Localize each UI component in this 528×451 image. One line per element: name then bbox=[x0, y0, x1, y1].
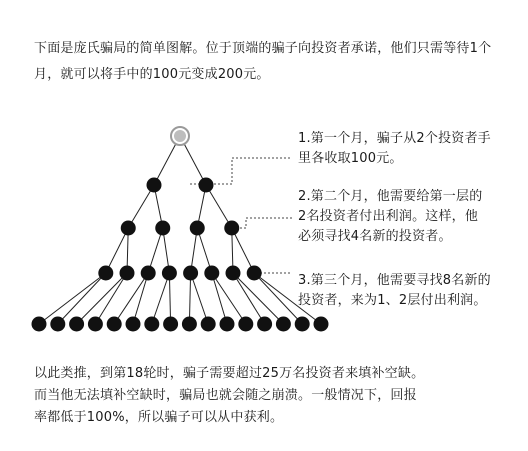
investor-node bbox=[144, 317, 159, 332]
note-month-3 bbox=[298, 271, 508, 311]
pyramid-edge bbox=[128, 185, 154, 228]
investor-node bbox=[314, 317, 329, 332]
pyramid-edge bbox=[233, 273, 265, 324]
investor-node bbox=[199, 178, 214, 193]
investor-node bbox=[190, 221, 205, 236]
pyramid-edge bbox=[189, 273, 190, 324]
investor-node bbox=[163, 317, 178, 332]
investor-node bbox=[182, 317, 197, 332]
investor-node bbox=[141, 266, 156, 281]
investor-node bbox=[88, 317, 103, 332]
pyramid-edge bbox=[169, 273, 170, 324]
note-line: 必须寻找4名新的投资者。 bbox=[298, 229, 452, 244]
pyramid-edge bbox=[206, 185, 232, 228]
outro-line: 而当他无法填补空缺时，骗局也就会随之崩溃。一般情况下，回报 bbox=[34, 388, 417, 403]
leader-line bbox=[232, 218, 292, 228]
leader-lines bbox=[190, 158, 292, 273]
investor-node bbox=[50, 317, 65, 332]
investor-node bbox=[147, 178, 162, 193]
investor-node bbox=[204, 266, 219, 281]
investor-node bbox=[238, 317, 253, 332]
investor-node bbox=[69, 317, 84, 332]
investor-node bbox=[98, 266, 113, 281]
pyramid-edge bbox=[133, 273, 148, 324]
pyramid-edge bbox=[152, 273, 170, 324]
investor-node bbox=[155, 221, 170, 236]
top-node-swindler bbox=[174, 130, 186, 142]
note-month-1 bbox=[298, 129, 508, 169]
note-month-2 bbox=[298, 187, 508, 247]
pyramid-edges bbox=[39, 136, 321, 324]
note-line: 2名投资者付出利润。这样，他 bbox=[298, 209, 479, 224]
investor-node bbox=[226, 266, 241, 281]
pyramid-edge bbox=[191, 273, 209, 324]
investor-node bbox=[162, 266, 177, 281]
intro-line: 下面是庞氏骗局的简单图解。位于顶端的骗子向投资者承诺，他们只需等待1个 bbox=[34, 41, 492, 56]
pyramid-edge bbox=[212, 273, 227, 324]
investor-node bbox=[120, 266, 135, 281]
investor-node bbox=[121, 221, 136, 236]
investor-node bbox=[201, 317, 216, 332]
outro-line: 率都低于100%，所以骗子可以从中获利。 bbox=[34, 410, 284, 425]
investor-node bbox=[295, 317, 310, 332]
outro-line: 以此类推，到第18轮时，骗子需要超过25万名投资者来填补空缺。 bbox=[34, 366, 425, 381]
note-line: 投资者，来为1、2层付出利润。 bbox=[298, 293, 487, 308]
investor-node bbox=[183, 266, 198, 281]
pyramid-edge bbox=[95, 273, 127, 324]
investor-node bbox=[126, 317, 141, 332]
note-line: 里各收取100元。 bbox=[298, 151, 403, 166]
note-line: 1.第一个月，骗子从2个投资者手 bbox=[298, 131, 491, 146]
pyramid-edge bbox=[58, 273, 106, 324]
note-line: 2.第二个月，他需要给第一层的 bbox=[298, 189, 483, 204]
investor-node bbox=[276, 317, 291, 332]
intro-line: 月，就可以将手中的100元变成200元。 bbox=[34, 67, 270, 82]
investor-node bbox=[32, 317, 47, 332]
note-line: 3.第三个月，他需要寻找8名新的 bbox=[298, 273, 491, 288]
investor-node bbox=[247, 266, 262, 281]
pyramid-nodes bbox=[32, 127, 329, 332]
pyramid-edge bbox=[39, 273, 106, 324]
pyramid-edge bbox=[254, 273, 302, 324]
outro-paragraph bbox=[34, 363, 504, 429]
investor-node bbox=[107, 317, 122, 332]
investor-node bbox=[257, 317, 272, 332]
investor-node bbox=[220, 317, 235, 332]
investor-node bbox=[224, 221, 239, 236]
